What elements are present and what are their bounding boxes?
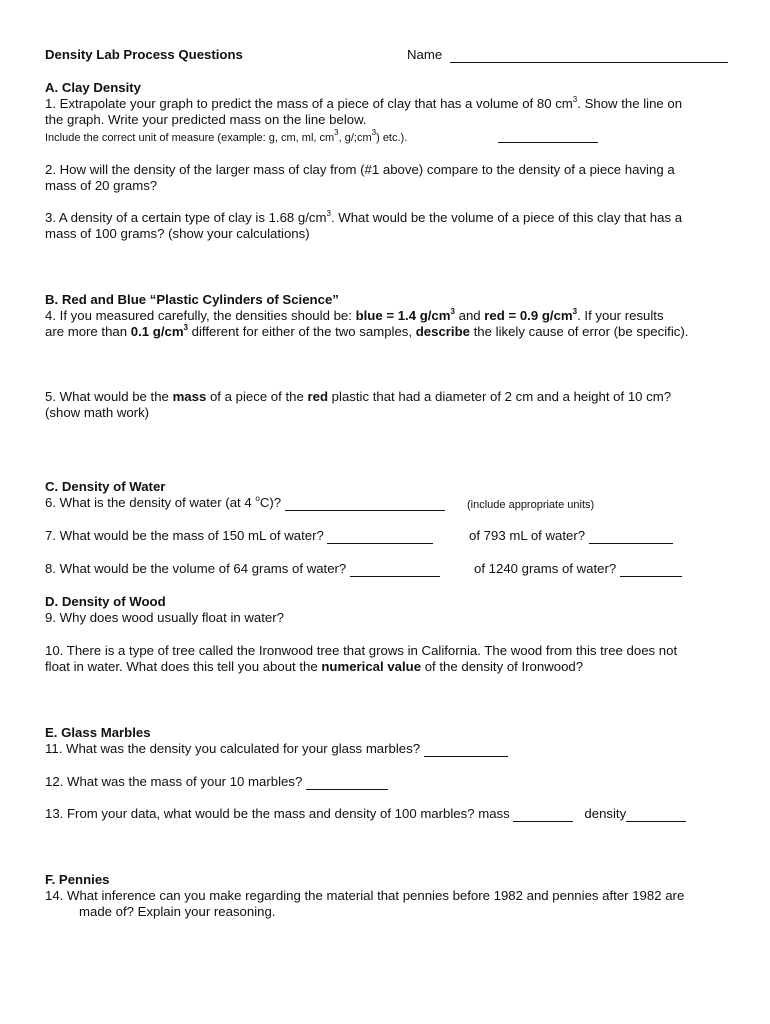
q4-blue-density: blue = 1.4 g/cm [355, 308, 451, 323]
q6-answer-input[interactable] [285, 496, 445, 511]
name-line [407, 47, 728, 63]
q6-line [45, 495, 445, 511]
worksheet-title: Density Lab Process Questions [45, 47, 243, 62]
q2-line2: mass of 20 grams? [45, 178, 158, 193]
q4-sup1: 3 [450, 306, 455, 316]
q7-part-a [45, 528, 433, 544]
q4-describe: describe [415, 324, 470, 339]
q12-answer-input[interactable] [306, 775, 388, 790]
q9-line: 9. Why does wood usually float in water? [45, 610, 284, 625]
q6-text-b: C)? [259, 495, 282, 510]
q1-note-sup2: 3 [371, 128, 377, 138]
q4-text-a: 4. If you measured carefully, the densities should be: [45, 308, 356, 323]
q11-text: 11. What was the density you calculated for your glass marbles? [45, 741, 421, 756]
q10-text-b: of the density of Ironwood? [421, 659, 584, 674]
section-a-heading: A. Clay Density [45, 80, 142, 95]
q12-text: 12. What was the mass of your 10 marbles? [45, 774, 303, 789]
q1-note-c: ) etc.). [376, 132, 408, 144]
q5-line1 [45, 389, 671, 405]
section-e-heading: E. Glass Marbles [45, 725, 151, 740]
q7-answer-a-input[interactable] [327, 529, 433, 544]
q13-line [45, 806, 686, 822]
q1-text-a: 1. Extrapolate your graph to predict the mass of a piece of clay that has a volume of 80 cm [45, 96, 573, 111]
q3-superscript: 3 [326, 208, 331, 218]
q1-text-b: . Show the line on [577, 96, 683, 111]
q5-mass: mass [172, 389, 207, 404]
q7-text-a: 7. What would be the mass of 150 mL of water? [45, 528, 324, 543]
q1-unit-note [45, 130, 407, 146]
q1-note-a: Include the correct unit of measure (example: g, cm, ml, cm [45, 132, 335, 144]
q5-line2: (show math work) [45, 405, 150, 420]
q5-text-b: of a piece of the [206, 389, 308, 404]
q10-line2 [45, 659, 583, 675]
q4-line2 [45, 324, 688, 340]
section-c-heading: C. Density of Water [45, 479, 166, 494]
q4-text-e: the likely cause of error (be specific). [469, 324, 689, 339]
q2-line1: 2. How will the density of the larger mass of clay from (#1 above) compare to the density of a piece having a [45, 162, 675, 177]
section-f-heading: F. Pennies [45, 872, 110, 887]
q1-note-sup1: 3 [334, 128, 339, 138]
q8-text-a: 8. What would be the volume of 64 grams of water? [45, 561, 347, 576]
q4-text-c: are more than [45, 324, 131, 339]
q1-line1 [45, 96, 682, 112]
q8-part-a [45, 561, 440, 577]
q11-line [45, 741, 508, 757]
q3-line1 [45, 210, 682, 226]
q5-red: red [307, 389, 329, 404]
q13-text-density: density [584, 806, 627, 821]
q8-text-b: of 1240 grams of water? [474, 561, 617, 576]
q8-answer-b-input[interactable] [620, 562, 682, 577]
section-b-heading: B. Red and Blue “Plastic Cylinders of Science” [45, 292, 339, 307]
q8-answer-a-input[interactable] [350, 562, 440, 577]
q3-line2: mass of 100 grams? (show your calculations) [45, 226, 310, 241]
q4-red-density: red = 0.9 g/cm [484, 308, 573, 323]
q4-text-d: different for either of the two samples, [188, 324, 416, 339]
q5-text-a: 5. What would be the [45, 389, 173, 404]
q7-text-b: of 793 mL of water? [469, 528, 586, 543]
q6-text-a: 6. What is the density of water (at 4 [45, 495, 256, 510]
q14-line1: 14. What inference can you make regarding the material that pennies before 1982 and pennies after 1982 are [45, 888, 685, 903]
q14-line2: made of? Explain your reasoning. [79, 904, 276, 919]
q1-answer-input[interactable] [498, 128, 598, 143]
q4-sup2: 3 [572, 306, 578, 316]
q4-line1 [45, 308, 664, 324]
q13-mass-input[interactable] [513, 807, 573, 822]
q4-tolerance: 0.1 g/cm [130, 324, 184, 339]
q1-superscript: 3 [572, 94, 578, 104]
q3-text-a: 3. A density of a certain type of clay is 1.68 g/cm [45, 210, 327, 225]
q13-density-input[interactable] [626, 807, 686, 822]
q7-part-b [469, 528, 673, 544]
section-d-heading: D. Density of Wood [45, 594, 166, 609]
q4-and: and [454, 308, 485, 323]
q10-line1: 10. There is a type of tree called the Ironwood tree that grows in California. The wood from this tree does not [45, 643, 678, 658]
name-label: Name [407, 47, 443, 62]
q4-text-b: . If your results [577, 308, 664, 323]
q4-sup3: 3 [183, 322, 188, 332]
q12-line [45, 774, 388, 790]
q6-degree: o [255, 493, 260, 503]
q1-line2: the graph. Write your predicted mass on the line below. [45, 112, 367, 127]
name-input[interactable] [450, 48, 728, 63]
q11-answer-input[interactable] [424, 742, 508, 757]
q10-numerical-value: numerical value [321, 659, 422, 674]
q10-text-a: float in water. What does this tell you about the [45, 659, 322, 674]
q6-units-note: (include appropriate units) [467, 499, 595, 511]
q7-answer-b-input[interactable] [589, 529, 673, 544]
q3-text-b: . What would be the volume of a piece of this clay that has a [330, 210, 683, 225]
q5-text-c: plastic that had a diameter of 2 cm and a height of 10 cm? [328, 389, 672, 404]
q1-note-b: , g/;cm [338, 132, 372, 144]
q13-text-mass: 13. From your data, what would be the mass and density of 100 marbles? mass [45, 806, 510, 821]
q8-part-b [474, 561, 682, 577]
